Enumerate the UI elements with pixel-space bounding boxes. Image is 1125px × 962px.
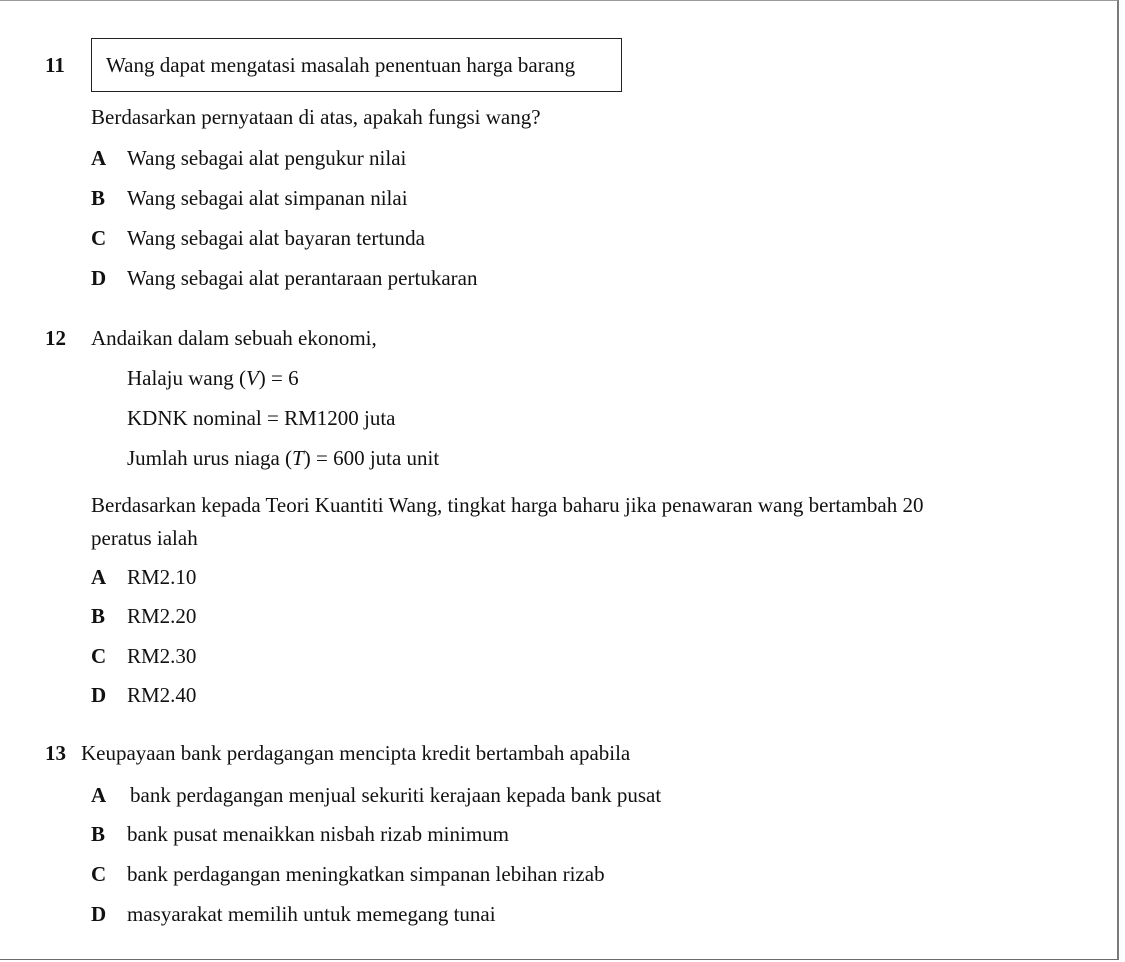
question-13-option-a-text: bank perdagangan menjual sekuriti kerajaan kepada bank pusat bbox=[130, 783, 662, 807]
question-11-option-a-letter: A bbox=[91, 146, 107, 170]
question-11-option-c-letter: C bbox=[91, 226, 107, 250]
question-11-option-b-letter: B bbox=[91, 186, 106, 210]
question-13-prompt: Keupayaan bank perdagangan mencipta kredit bertambah apabila bbox=[81, 741, 631, 765]
question-12-option-d-letter: D bbox=[91, 683, 107, 707]
question-12-option-b-text: RM2.20 bbox=[127, 604, 197, 628]
question-11-option-d-letter: D bbox=[91, 266, 107, 290]
question-12-option-a-letter: A bbox=[91, 565, 107, 589]
question-12-option-c-letter: C bbox=[91, 644, 107, 668]
question-13-option-d-text: masyarakat memilih untuk memegang tunai bbox=[127, 902, 496, 926]
question-11-option-c-text: Wang sebagai alat bayaran tertunda bbox=[127, 226, 425, 250]
question-12-given-gdp: KDNK nominal = RM1200 juta bbox=[127, 406, 396, 430]
question-12-given-velocity: Halaju wang (V) = 6 bbox=[127, 366, 299, 390]
question-13-option-a-letter: A bbox=[91, 783, 107, 807]
question-12-option-b-letter: B bbox=[91, 604, 106, 628]
question-13-option-c-letter: C bbox=[91, 862, 107, 886]
question-11-option-b-text: Wang sebagai alat simpanan nilai bbox=[127, 186, 408, 210]
question-13-number: 13 bbox=[45, 741, 66, 765]
question-12-given-transactions: Jumlah urus niaga (T) = 600 juta unit bbox=[127, 446, 440, 470]
question-12-option-c-text: RM2.30 bbox=[127, 644, 197, 668]
question-11-number: 11 bbox=[45, 53, 65, 77]
question-13-option-b-text: bank pusat menaikkan nisbah rizab minimum bbox=[127, 822, 509, 846]
question-11-statement: Wang dapat mengatasi masalah penentuan harga barang bbox=[106, 53, 576, 77]
question-12-option-a-text: RM2.10 bbox=[127, 565, 197, 589]
question-13-option-b-letter: B bbox=[91, 822, 106, 846]
question-12-prompt-line1: Berdasarkan kepada Teori Kuantiti Wang, tingkat harga baharu jika penawaran wang bertambah 20 bbox=[91, 493, 924, 517]
question-13-option-d-letter: D bbox=[91, 902, 107, 926]
question-11-option-a-text: Wang sebagai alat pengukur nilai bbox=[127, 146, 407, 170]
question-12-number: 12 bbox=[45, 326, 66, 350]
question-11-prompt: Berdasarkan pernyataan di atas, apakah fungsi wang? bbox=[91, 105, 541, 129]
question-12-option-d-text: RM2.40 bbox=[127, 683, 197, 707]
question-12-intro: Andaikan dalam sebuah ekonomi, bbox=[91, 326, 377, 350]
question-13-option-c-text: bank perdagangan meningkatkan simpanan lebihan rizab bbox=[127, 862, 605, 886]
question-12-prompt-line2: peratus ialah bbox=[91, 526, 198, 550]
question-11-statement-box bbox=[91, 38, 622, 92]
question-11-option-d-text: Wang sebagai alat perantaraan pertukaran bbox=[127, 266, 478, 290]
